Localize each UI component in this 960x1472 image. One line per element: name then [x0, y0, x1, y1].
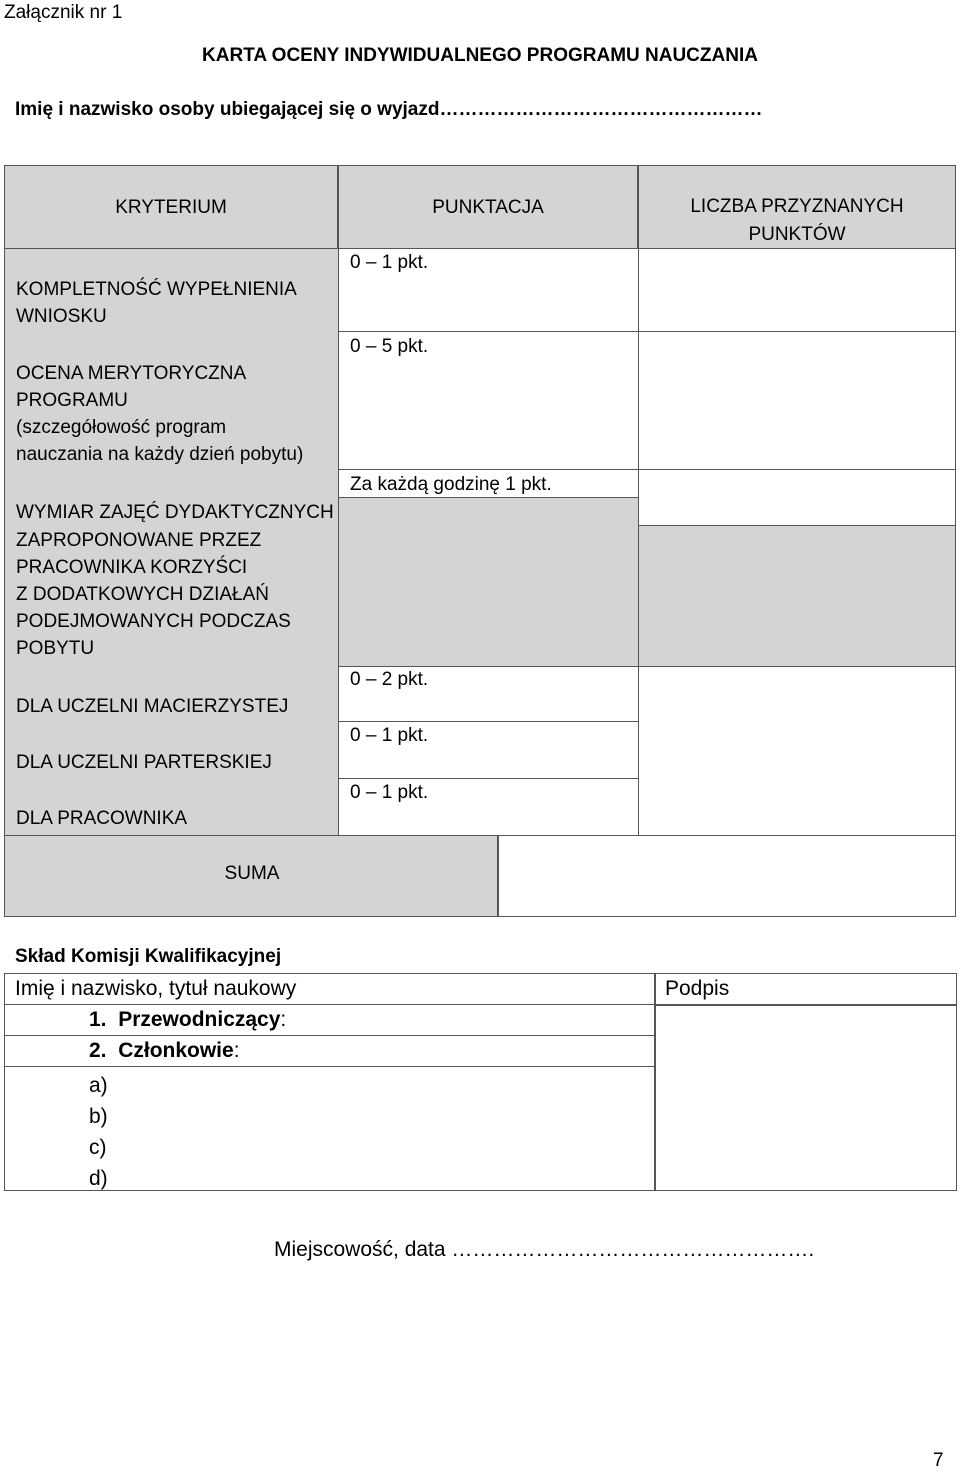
sum-value-field[interactable] — [498, 835, 956, 917]
criterion-teaching-hours: WYMIAR ZAJĘĆ DYDAKTYCZNYCH — [16, 502, 334, 523]
sum-label-cell — [4, 835, 498, 917]
header-criterion-cell — [4, 165, 338, 249]
list-item: c) — [89, 1136, 107, 1159]
criterion-partner-university: DLA UCZELNI PARTERSKIEJ — [16, 752, 272, 773]
points-partner-university: 0 – 1 pkt. — [350, 725, 429, 746]
applicant-name-line: Imię i nazwisko osoby ubiegającej się o wyjazd…………………………………………… — [15, 99, 763, 120]
criterion-employee: DLA PRACOWNIKA — [16, 808, 188, 829]
points-home-university: 0 – 2 pkt. — [350, 669, 429, 690]
header-points: PUNKTACJA — [432, 197, 544, 218]
row-divider — [338, 331, 956, 332]
benefits-awarded-cell — [638, 525, 956, 667]
criterion-home-university: DLA UCZELNI MACIERZYSTEJ — [16, 696, 289, 717]
committee-member-list — [89, 1070, 108, 1194]
header-criterion: KRYTERIUM — [115, 197, 227, 218]
row-divider — [338, 469, 956, 470]
benefits-points-cell — [338, 497, 638, 667]
committee-table — [4, 973, 957, 1191]
criterion-completeness: KOMPLETNOŚĆ WYPEŁNIENIA WNIOSKU — [16, 279, 297, 327]
document-title: KARTA OCENY INDYWIDUALNEGO PROGRAMU NAUCZANIA — [202, 45, 758, 66]
header-awarded: LICZBA PRZYZNANYCH PUNKTÓW — [690, 196, 904, 245]
committee-name-header: Imię i nazwisko, tytuł naukowy — [15, 977, 297, 1000]
points-teaching-hours: Za każdą godzinę 1 pkt. — [350, 474, 552, 495]
list-item: d) — [89, 1167, 108, 1190]
header-points-cell — [338, 165, 638, 249]
criterion-merit: OCENA MERYTORYCZNA PROGRAMU (szczegółowość program nauczania na każdy dzień pobytu) — [16, 363, 304, 465]
committee-title: Skład Komisji Kwalifikacyjnej — [15, 946, 282, 967]
evaluation-table — [4, 165, 957, 917]
list-item: b) — [89, 1105, 108, 1128]
points-employee: 0 – 1 pkt. — [350, 782, 429, 803]
attachment-label: Załącznik nr 1 — [4, 2, 123, 23]
row-divider — [655, 1004, 957, 1006]
criterion-benefits: ZAPROPONOWANE PRZEZ PRACOWNIKA KORZYŚCI Z DODATKOWYCH DZIAŁAŃ PODEJMOWANYCH PODCZAS POBYTU — [16, 530, 291, 659]
points-merit: 0 – 5 pkt. — [350, 336, 429, 357]
page-number: 7 — [933, 1450, 944, 1471]
place-date-line: Miejscowość, data ……………………………………………. — [274, 1238, 815, 1261]
committee-sign-header: Podpis — [665, 977, 730, 1000]
committee-chair: 1. Przewodniczący: — [89, 1008, 287, 1031]
points-completeness: 0 – 1 pkt. — [350, 252, 429, 273]
list-item: a) — [89, 1074, 108, 1097]
committee-members: 2. Członkowie: — [89, 1039, 240, 1062]
sum-label: SUMA — [224, 863, 280, 884]
right-border — [955, 249, 956, 835]
